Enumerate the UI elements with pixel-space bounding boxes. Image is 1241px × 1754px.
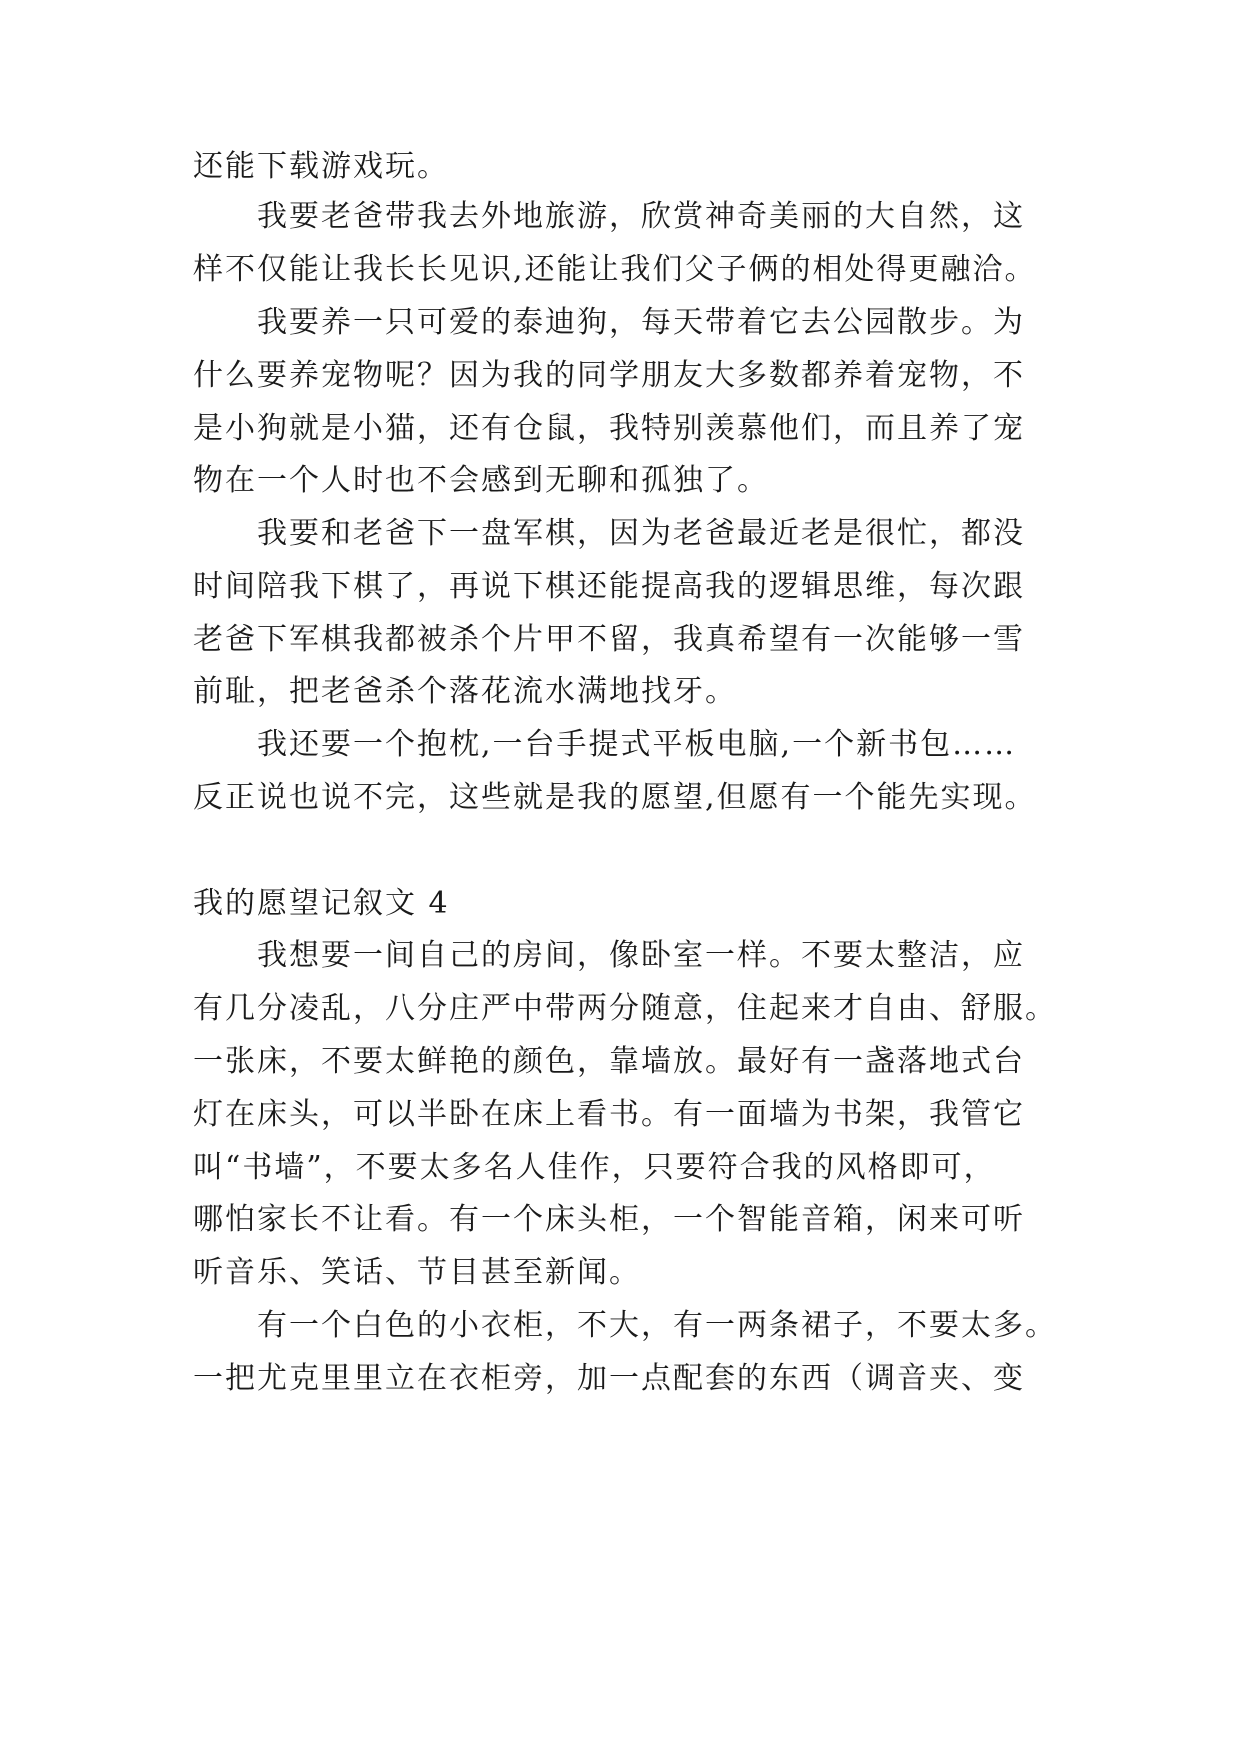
text-line: 样不仅能让我长长见识,还能让我们父子俩的相处得更融洽。 bbox=[193, 252, 1037, 287]
text-line: 叫“书墙”，不要太多名人佳作，只要符合我的风格即可， bbox=[193, 1150, 996, 1185]
paragraph-start-line: 我想要一间自己的房间，像卧室一样。不要太整洁，应 bbox=[257, 938, 1025, 973]
paragraph-start-line: 我要和老爸下一盘军棋，因为老爸最近老是很忙，都没 bbox=[257, 516, 1025, 551]
paragraph-start-line: 有一个白色的小衣柜，不大，有一两条裙子，不要太多。 bbox=[257, 1308, 1057, 1343]
paragraph-start-line: 我要老爸带我去外地旅游，欣赏神奇美丽的大自然，这 bbox=[257, 199, 1025, 234]
text-line: 什么要养宠物呢？因为我的同学朋友大多数都养着宠物，不 bbox=[193, 358, 1025, 393]
paragraph-start-line: 我要养一只可爱的泰迪狗，每天带着它去公园散步。为 bbox=[257, 305, 1025, 340]
text-line: 还能下载游戏玩。 bbox=[193, 149, 449, 184]
section-heading: 我的愿望记叙文 4 bbox=[193, 886, 450, 921]
text-line: 时间陪我下棋了，再说下棋还能提高我的逻辑思维，每次跟 bbox=[193, 569, 1025, 604]
text-line: 一张床，不要太鲜艳的颜色，靠墙放。最好有一盏落地式台 bbox=[193, 1044, 1025, 1079]
text-line: 一把尤克里里立在衣柜旁，加一点配套的东西（调音夹、变 bbox=[193, 1361, 1025, 1396]
text-line: 物在一个人时也不会感到无聊和孤独了。 bbox=[193, 463, 769, 498]
text-line: 老爸下军棋我都被杀个片甲不留，我真希望有一次能够一雪 bbox=[193, 622, 1025, 657]
text-line: 反正说也说不完，这些就是我的愿望,但愿有一个能先实现。 bbox=[193, 780, 1037, 815]
text-line: 是小狗就是小猫，还有仓鼠，我特别羡慕他们，而且养了宠 bbox=[193, 411, 1025, 446]
text-line: 前耻，把老爸杀个落花流水满地找牙。 bbox=[193, 674, 737, 709]
text-line: 灯在床头，可以半卧在床上看书。有一面墙为书架，我管它 bbox=[193, 1097, 1025, 1132]
text-line: 听音乐、笑话、节目甚至新闻。 bbox=[193, 1255, 641, 1290]
paragraph-start-line: 我还要一个抱枕,一台手提式平板电脑,一个新书包…… bbox=[257, 727, 1017, 762]
text-line: 哪怕家长不让看。有一个床头柜，一个智能音箱，闲来可听 bbox=[193, 1202, 1025, 1237]
text-line: 有几分凌乱，八分庄严中带两分随意，住起来才自由、舒服。 bbox=[193, 991, 1057, 1026]
